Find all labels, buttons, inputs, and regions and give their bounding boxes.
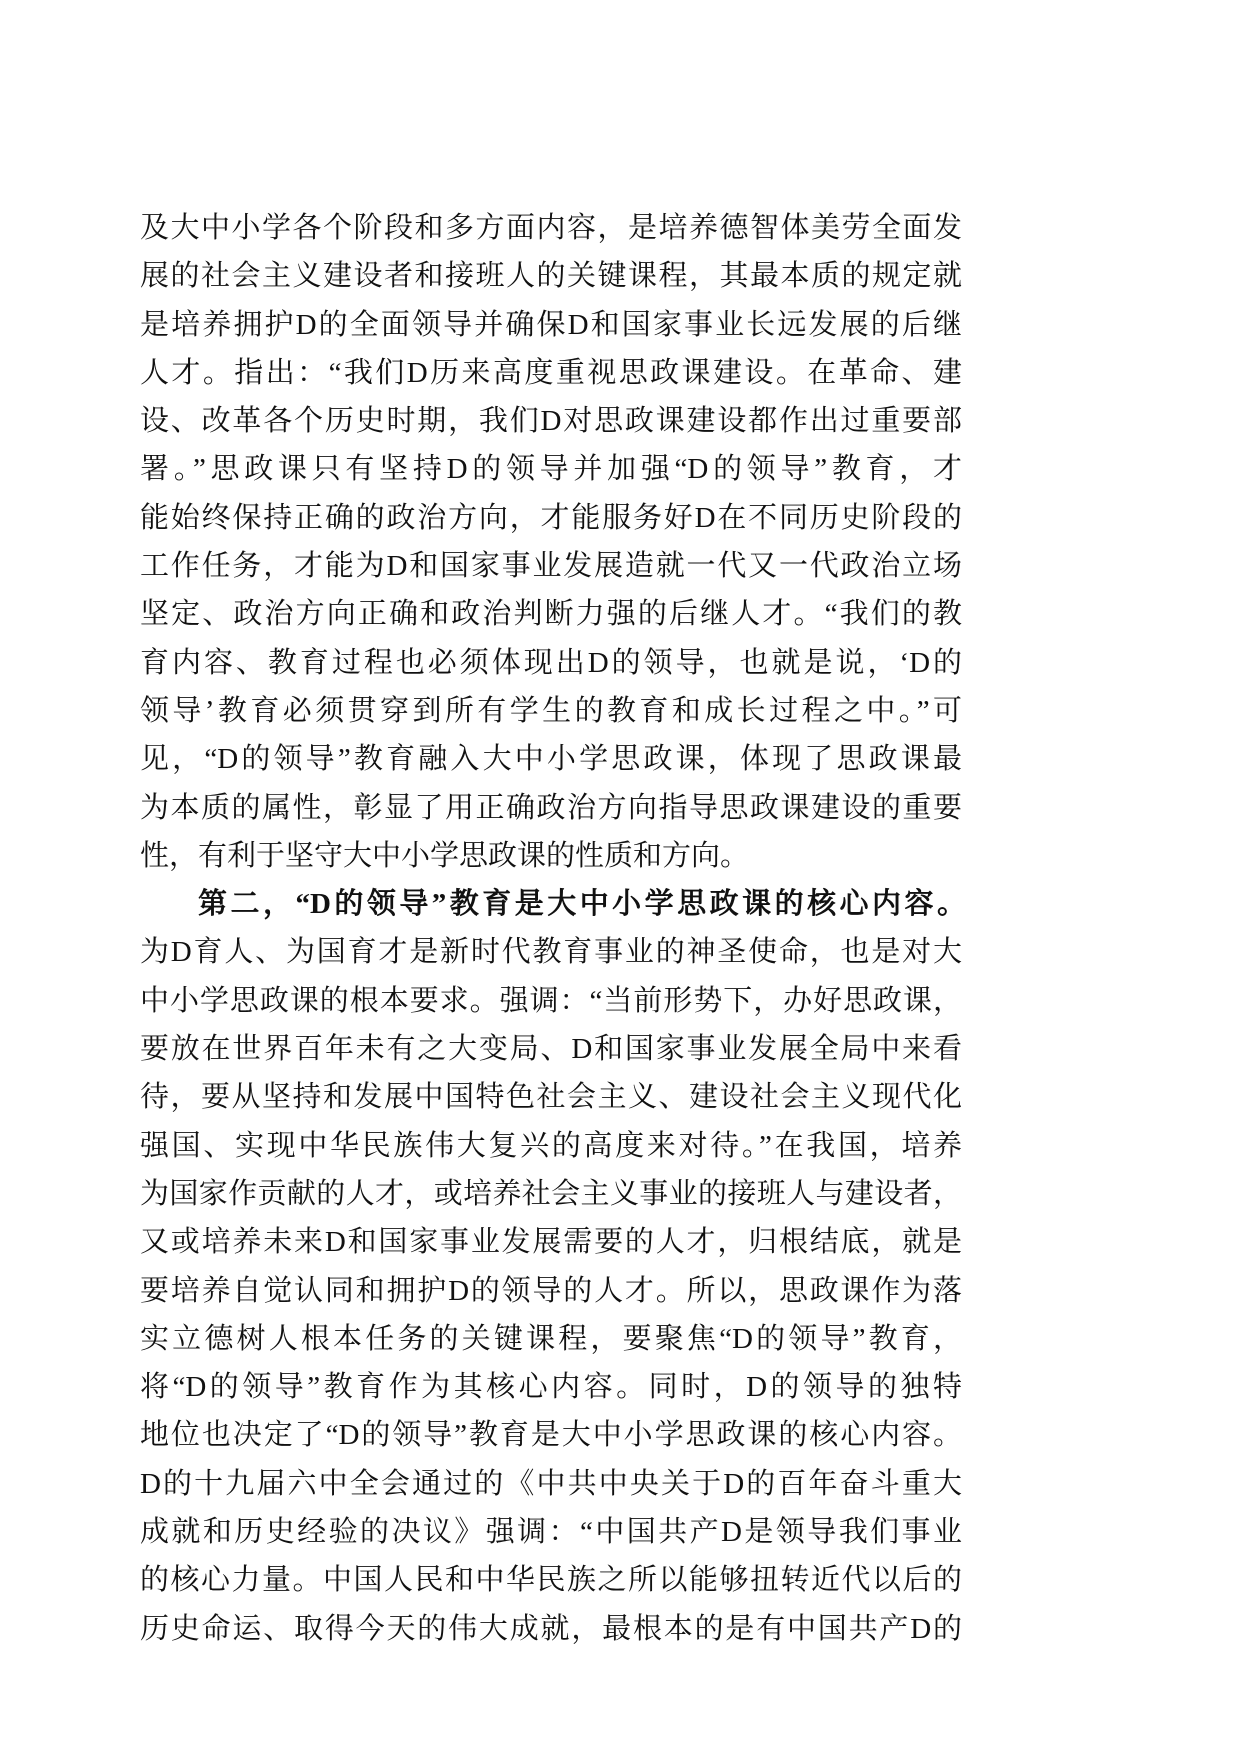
text-line: 为本质的属性，彰显了用正确政治方向指导思政课建设的重要: [140, 791, 962, 824]
text-line: 历史命运、取得今天的伟大成就，最根本的是有中国共产D的: [140, 1612, 962, 1645]
text-line: 署。”思政课只有坚持D的领导并加强“D的领导”教育，才: [140, 453, 962, 486]
text-line: 中小学思政课的根本要求。强调：“当前形势下，办好思政课，: [140, 984, 962, 1017]
text-line: 人才。指出：“我们D历来高度重视思政课建设。在革命、建: [140, 356, 962, 389]
text-line: 要放在世界百年未有之大变局、D和国家事业发展全局中来看: [140, 1033, 962, 1066]
text-line: 展的社会主义建设者和接班人的关键课程，其最本质的规定就: [140, 260, 962, 293]
text-line: 及大中小学各个阶段和多方面内容，是培养德智体美劳全面发: [140, 212, 962, 244]
text-line: 工作任务，才能为D和国家事业发展造就一代又一代政治立场: [140, 550, 962, 583]
text-line: 地位也决定了“D的领导”教育是大中小学思政课的核心内容。: [140, 1419, 962, 1452]
text-line: 待，要从坚持和发展中国特色社会主义、建设社会主义现代化: [140, 1081, 962, 1114]
text-line: 育内容、教育过程也必须体现出D的领导，也就是说，‘D的: [140, 646, 962, 679]
text-line: 将“D的领导”教育作为其核心内容。同时，D的领导的独特: [140, 1371, 962, 1404]
text-line: 领导’教育必须贯穿到所有学生的教育和成长过程之中。”可: [140, 694, 962, 727]
text-line: 要培养自觉认同和拥护D的领导的人才。所以，思政课作为落: [140, 1274, 962, 1307]
text-line: 实立德树人根本任务的关键课程，要聚焦“D的领导”教育，: [140, 1322, 962, 1355]
text-line: 设、改革各个历史时期，我们D对思政课建设都作出过重要部: [140, 405, 962, 438]
text-line: 又或培养未来D和国家事业发展需要的人才，归根结底，就是: [140, 1226, 962, 1259]
text-line: 是培养拥护D的全面领导并确保D和国家事业长远发展的后继: [140, 308, 962, 341]
text-line: 见，“D的领导”教育融入大中小学思政课，体现了思政课最: [140, 743, 962, 776]
section-heading: 第二，“D的领导”教育是大中小学思政课的核心内容。: [198, 888, 966, 921]
text-line: 成就和历史经验的决议》强调：“中国共产D是领导我们事业: [140, 1516, 962, 1549]
paragraph-1: [140, 204, 962, 880]
text-line: 坚定、政治方向正确和政治判断力强的后继人才。“我们的教: [140, 598, 962, 631]
text-line: 强国、实现中华民族伟大复兴的高度来对待。”在我国，培养: [140, 1129, 962, 1162]
text-line: 性，有利于坚守大中小学思政课的性质和方向。: [140, 839, 750, 872]
paragraph-2: [140, 880, 966, 1653]
text-line: 的核心力量。中国人民和中华民族之所以能够扭转近代以后的: [140, 1564, 962, 1597]
body-text: [140, 204, 966, 1653]
text-line: 为国家作贡献的人才，或培养社会主义事业的接班人与建设者，: [140, 1177, 962, 1210]
text-line: 为D育人、为国育才是新时代教育事业的神圣使命，也是对大: [140, 936, 962, 969]
text-line: D的十九届六中全会通过的《中共中央关于D的百年奋斗重大: [140, 1467, 962, 1500]
text-line: 能始终保持正确的政治方向，才能服务好D在不同历史阶段的: [140, 501, 962, 534]
